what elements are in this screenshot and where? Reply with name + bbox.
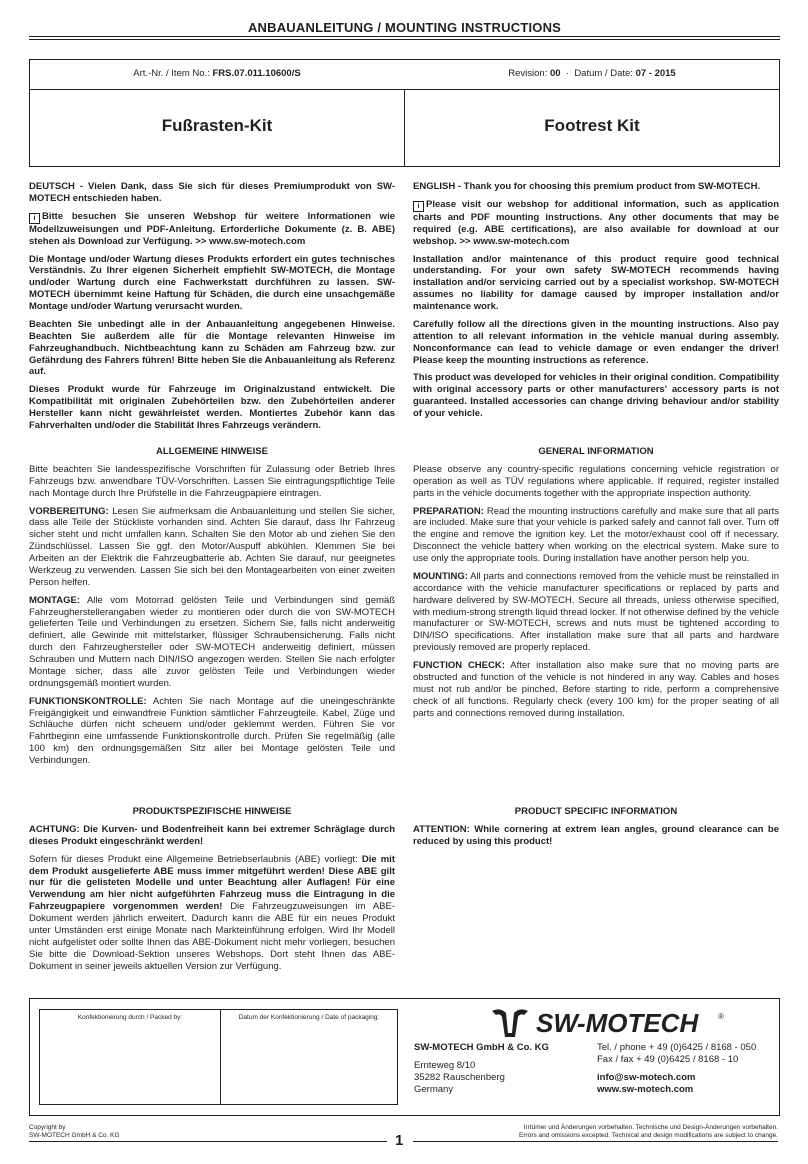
intro-en-technical: Installation and/or maintenance of this product require good technical understanding. For your own safety SW-MOTECH recommends having installation and/or servicing carried out by a specialist workshop. SW-MOTECH assumes no liability for damage caused by improper installation and/or maintenance work. xyxy=(413,253,779,312)
preparation-en: PREPARATION: Read the mounting instructions carefully and make sure that all parts are included. Make sure that your vehicle is parked safely and cannot fall over. Turn off the engine and remove the ignition key. Let the motor/exhaust cool off if necessary. Disconnect the vehicle battery when working on the electrical system. Make sure to use only the appropriate tools. During installation have another person help you. xyxy=(413,505,779,564)
title-rule-bottom xyxy=(29,39,780,40)
attention-de: ACHTUNG: Die Kurven- und Bodenfreiheit kann bei extremer Schräglage durch dieses Produkt eingeschränkt werden! xyxy=(29,823,395,847)
disclaimer-en: Errors and omissions excepted. Technical and design modifications are subject to change. xyxy=(519,1132,778,1140)
company-phone: Tel. / phone + 49 (0)6425 / 8168 - 050 xyxy=(597,1042,757,1053)
preparation-de: VORBEREITUNG: Lesen Sie aufmerksam die Anbauanleitung und stellen Sie sicher, dass alle Teile der Stückliste vorhanden sind. Achten Sie darauf, dass Ihr Fahrzeug sicher steht und nicht umfallen kann. Schalten Sie den Motor ab und ziehen Sie den Zündschlüssel. Lassen Sie ggf. den Motor/Auspuff abkühlen. Klemmen Sie bei Arbeiten an der Elektrik die Fahrzeugbatterie ab. Achten Sie darauf, nur geeignetes Werkzeug zu verwenden. Lassen Sie sich bei den Montagearbeiten von einer zweiten Person helfen. xyxy=(29,505,395,588)
company-fax: Fax / fax + 49 (0)6425 / 8168 - 10 xyxy=(597,1053,739,1065)
function-check-de: FUNKTIONSKONTROLLE: Achten Sie nach Montage auf die uneingeschränkte Freigängigkeit und einwandfreie Funktion sämtlicher Fahrzeugteile. Kabel, Züge und Schläuche dürfen nicht scheuern und/oder geklemmt werden. Führen Sie vor Fahrtbeginn eine umfassende Funktionskontrolle durch. Prüfen Sie regelmäßig (alle 100 km) den ordnungsgemäßen Sitz aller bei Montage gelösten Teile und Verbindungen. xyxy=(29,695,395,766)
footer-box xyxy=(29,998,780,1116)
general-heading-en: GENERAL INFORMATION xyxy=(538,446,654,457)
item-number-label: Art.-Nr. / Item No.: xyxy=(133,68,210,79)
general-heading-de: ALLGEMEINE HINWEISE xyxy=(156,446,268,457)
intro-de-compatibility: Dieses Produkt wurde für Fahrzeuge im Originalzustand entwickelt. Die Kompatibilität mit originalen Zubehörteilen bzw. den Zubehörteilen anderer Hersteller kann nicht gewährleistet werden. Montiertes Zubehör kann das Fahrverhalten und/oder die Stabilität Ihres Fahrzeugs verändern. xyxy=(29,384,395,431)
revision-value: 00 xyxy=(550,68,561,79)
company-street: Ernteweg 8/10 xyxy=(414,1059,476,1071)
specific-heading-en: PRODUCT SPECIFIC INFORMATION xyxy=(514,806,678,817)
intro-en-thanks: ENGLISH - Thank you for choosing this premium product from SW-MOTECH. xyxy=(413,181,761,192)
item-number-line xyxy=(30,68,404,79)
intro-de-thanks: DEUTSCH - Vielen Dank, dass Sie sich für dieses Premiumprodukt von SW-MOTECH entschieden haben. xyxy=(29,181,395,204)
intro-en-directions: Carefully follow all the directions given in the mounting instructions. Also pay attention to all relevant information in the vehicle manual during assembly. Nonconformance can lead to vehicle damage or even endanger the driver! Please keep the mounting instructions as reference. xyxy=(413,318,779,366)
intro-en-webshop: i Please visit our webshop for additional information, such as application charts and PDF mounting instructions. Any other documents that may be required (e.g. ABE certifications), are also available for download at our webshop. >> www.sw-motech.com xyxy=(413,198,779,247)
function-check-en: FUNCTION CHECK: After installation also make sure that no moving parts are obstructed and function of the vehicle is not hindered in any way. Cables and hoses must not rub and/or be pinched. Before starting to ride, perform a comprehensive check of all functions. Regularly check (every 100 km) for the proper seating of all parts and connections removed during installation. xyxy=(413,660,779,719)
intro-en-compatibility: This product was developed for vehicles in their original condition. Compatibility with original accessory parts or other manufacturers' accessory parts is not guaranteed. Installed accessories can change driving behaviour and/or stability of your vehicle. xyxy=(413,372,779,419)
mounting-en: MOUNTING: All parts and connections removed from the vehicle must be reinstalled in accordance with the vehicle manufacturer specifications or replaced by parts and hardware delivered by SW-MOTECH. Secure all threads, unless otherwise specified, with medium-strong strength liquid thread locker. If not otherwise defined by the vehicle manufacturer or SW-MOTECH, screws and nuts must be tightened according to DIN/ISO specifications. After installation make sure that all parts and hardware previously removed are properly replaced. xyxy=(413,570,779,654)
info-icon: i xyxy=(413,201,424,212)
logo-text: SW-MOTECH xyxy=(536,1008,699,1038)
general-text-en: Please observe any country-specific regulations concerning vehicle registration or operation as well as TÜV regulations where applicable. If required, register installed parts in the vehicle documents together with the appropriate inspection authority. xyxy=(413,463,779,499)
sw-motech-logo xyxy=(490,1005,750,1039)
company-email[interactable]: info@sw-motech.com xyxy=(597,1071,696,1083)
company-website[interactable]: www.sw-motech.com xyxy=(597,1083,694,1095)
packaging-box xyxy=(39,1009,398,1105)
copyright: Copyright by SW-MOTECH GmbH & Co. KG xyxy=(29,1124,120,1140)
general-en xyxy=(413,446,779,725)
mounting-de: MONTAGE: Alle vom Motorrad gelösten Teile und Verbindungen sind gemäß Fahrzeugherstellerangaben wieder zu montieren oder durch die von SW-MOTECH gelieferten Teile und Verbindungen zu ersetzen. Sichern Sie, falls nicht anderweitig definiert, alle Gewinde mit mittelstarker, flüssiger Schraubensicherung. Falls nicht durch den Fahrzeughersteller oder SW-MOTECH anderweitig definiert, müssen Schrauben und Muttern nach DIN/ISO angezogen werden. Stellen Sie nach erfolgter Montage sicher, dass alle zuvor gelösten Teile und Verbindungen wieder ordnungsgemäß montiert wurden. xyxy=(29,594,395,689)
date-value: 07 - 2015 xyxy=(635,68,676,79)
meta-separator: · xyxy=(565,68,570,79)
specific-de xyxy=(29,806,395,978)
info-icon: i xyxy=(29,213,40,224)
item-number: FRS.07.011.10600/S xyxy=(212,68,301,79)
registered-mark: ® xyxy=(718,1012,724,1021)
webshop-link-en[interactable]: >> www.sw-motech.com xyxy=(459,235,570,247)
company-country: Germany xyxy=(414,1083,454,1095)
revision-date-line xyxy=(405,68,779,79)
packaging-divider xyxy=(220,1010,221,1104)
company-address xyxy=(414,1042,549,1096)
disclaimer xyxy=(420,1124,778,1140)
company-city: 35282 Rauschenberg xyxy=(414,1071,505,1083)
packing-date-label: Datum der Konfektionierung / Date of packaging: xyxy=(238,1014,380,1021)
bottom-rule-left xyxy=(29,1141,387,1142)
company-name: SW-MOTECH GmbH & Co. KG xyxy=(414,1042,549,1053)
intro-en xyxy=(413,181,779,426)
bottom-rule-right xyxy=(413,1141,778,1142)
page-number: 1 xyxy=(395,1132,404,1149)
logo-mark-icon xyxy=(492,1009,528,1037)
general-de xyxy=(29,446,395,773)
date-label: Datum / Date: xyxy=(574,68,633,79)
intro-de-technical: Die Montage und/oder Wartung dieses Produkts erfordert ein gutes technisches Verständnis. Zu Ihrer eigenen Sicherheit empfiehlt SW-MOTECH, die Montage und/oder Wartung durch eine Fachwerkstatt durchführen zu lassen. SW-MOTECH übernimmt keine Haftung für Schäden, die durch eine unsachgemäße Montage und/oder Wartung verursacht wurden. xyxy=(29,253,395,312)
abe-de: Sofern für dieses Produkt eine Allgemeine Betriebserlaubnis (ABE) vorliegt: Die mit dem Produkt ausgelieferte ABE muss immer mitgeführt werden! Diese ABE gilt nur für die gelisteten Modelle und unter Beachtung aller Auflagen! Für eine Verwendung am hier nicht aufgeführten Fahrzeug muss die Eintragung in die Fahrzeugpapiere vorgenommen werden! Die Fahrzeugzuweisungen im ABE-Dokument werden jährlich erweitert. Dadurch kann die ABE für ein neues Produkt unter Umständen erst einige Monate nach Markteinführung erfolgen. Wird Ihr Modell nicht aufgelistet oder sollte Ihnen das ABE-Dokument nicht mehr vorliegen, besuchen Sie bitte die Download-Sektion unseres Webshops. Dort steht Ihnen das ABE-Dokument in seiner jeweils aktuellen Version zur Verfügung. xyxy=(29,853,395,972)
intro-de-directions: Beachten Sie unbedingt alle in der Anbauanleitung angegebenen Hinweise. Beachten Sie außerdem alle für die Montage relevanten Hinweise im Fahrzeughandbuch. Nichtbeachtung kann zu Schäden am Fahrzeug bzw. zur Gefährdung des Fahrers führen! Bitte heben Sie die Anbauanleitung als Referenz auf. xyxy=(29,318,395,378)
general-text-de: Bitte beachten Sie landesspezifische Vorschriften für Zulassung oder Betrieb Ihres Fahrzeugs bzw. anwendbare TÜV-Vorschriften. Lassen Sie eintragungspflichtige Teile nach Montage durch Ihre Prüfstelle in die Fahrzeugpapiere eintragen. xyxy=(29,463,395,499)
document-title: ANBAUANLEITUNG / MOUNTING INSTRUCTIONS xyxy=(247,20,562,35)
revision-label: Revision: xyxy=(508,68,548,79)
company-contact xyxy=(597,1042,756,1096)
packed-by-label: Konfektionierung durch / Packed by: xyxy=(77,1014,183,1021)
specific-heading-de: PRODUKTSPEZIFISCHE HINWEISE xyxy=(132,806,292,817)
specific-en xyxy=(413,806,779,854)
header-box xyxy=(29,59,780,167)
product-title-en: Footrest Kit xyxy=(544,116,640,135)
title-rule-top xyxy=(29,36,780,37)
intro-de xyxy=(29,181,395,438)
intro-de-webshop: i Bitte besuchen Sie unseren Webshop für weitere Informationen wie Modellzuweisungen und PDF-Anleitung. Erforderliche Dokumente (z. B. ABE) stehen als Download zur Verfügung. >> www.sw-motech.com xyxy=(29,210,395,247)
attention-en: ATTENTION: While cornering at extrem lean angles, ground clearance can be reduced by using this product! xyxy=(413,823,779,847)
disclaimer-de: Irrtümer und Änderungen vorbehalten. Technische und Design-Änderungen vorbehalten. xyxy=(523,1124,778,1131)
webshop-link-de[interactable]: >> www.sw-motech.com xyxy=(195,235,306,247)
product-title-de: Fußrasten-Kit xyxy=(161,116,273,135)
